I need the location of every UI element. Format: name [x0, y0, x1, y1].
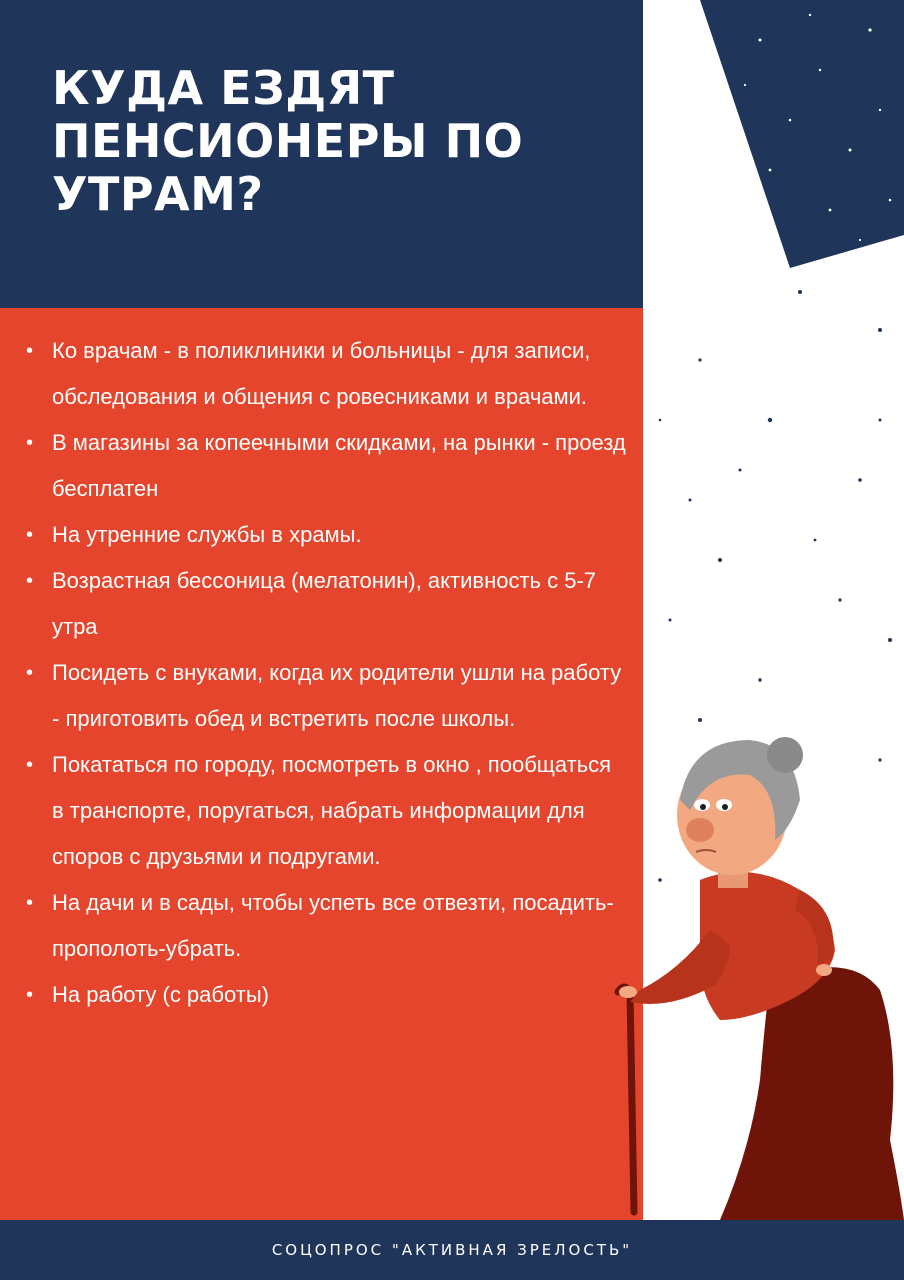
bullet-icon: •	[26, 340, 34, 362]
list-item-text: Посидеть с внуками, когда их родители ушли на работу - приготовить обед и встретить после школы.	[52, 660, 622, 731]
list-item-text: На дачи и в сады, чтобы успеть все отвезти, посадить-прополоть-убрать.	[52, 890, 614, 961]
page-title: КУДА ЕЗДЯТ ПЕНСИОНЕРЫ ПО УТРАМ?	[52, 61, 524, 221]
bullet-icon: •	[26, 754, 34, 776]
list-item	[26, 972, 626, 1018]
footer-caption: СОЦОПРОС "АКТИВНАЯ ЗРЕЛОСТЬ"	[271, 1241, 633, 1259]
list-item	[26, 558, 626, 650]
list-item	[26, 420, 626, 512]
list-item-text: В магазины за копеечными скидками, на рынки - проезд бесплатен	[52, 430, 626, 501]
bullet-icon: •	[26, 524, 34, 546]
list-item-text: На утренние службы в храмы.	[52, 522, 362, 547]
list-item	[26, 512, 626, 558]
title-panel	[0, 0, 643, 308]
bullet-icon: •	[26, 432, 34, 454]
list-item-text: На работу (с работы)	[52, 982, 269, 1007]
bullet-icon: •	[26, 892, 34, 914]
list-item	[26, 328, 626, 420]
reasons-list	[26, 328, 626, 1018]
list-item-text: Покататься по городу, посмотреть в окно , пообщаться в транспорте, поругаться, набрать информации для споров с друзьями и подругами.	[52, 752, 612, 869]
bullet-icon: •	[26, 662, 34, 684]
list-item-text: Возрастная бессоница (мелатонин), активность с 5-7 утра	[52, 568, 597, 639]
list-item	[26, 650, 626, 742]
bullet-icon: •	[26, 984, 34, 1006]
list-item	[26, 742, 626, 880]
list-item	[26, 880, 626, 972]
bullet-icon: •	[26, 570, 34, 592]
footer-bar	[0, 1220, 904, 1280]
elderly-woman-illustration	[600, 720, 904, 1220]
list-item-text: Ко врачам - в поликлиники и больницы - для записи, обследования и общения с ровесниками и врачами.	[52, 338, 591, 409]
